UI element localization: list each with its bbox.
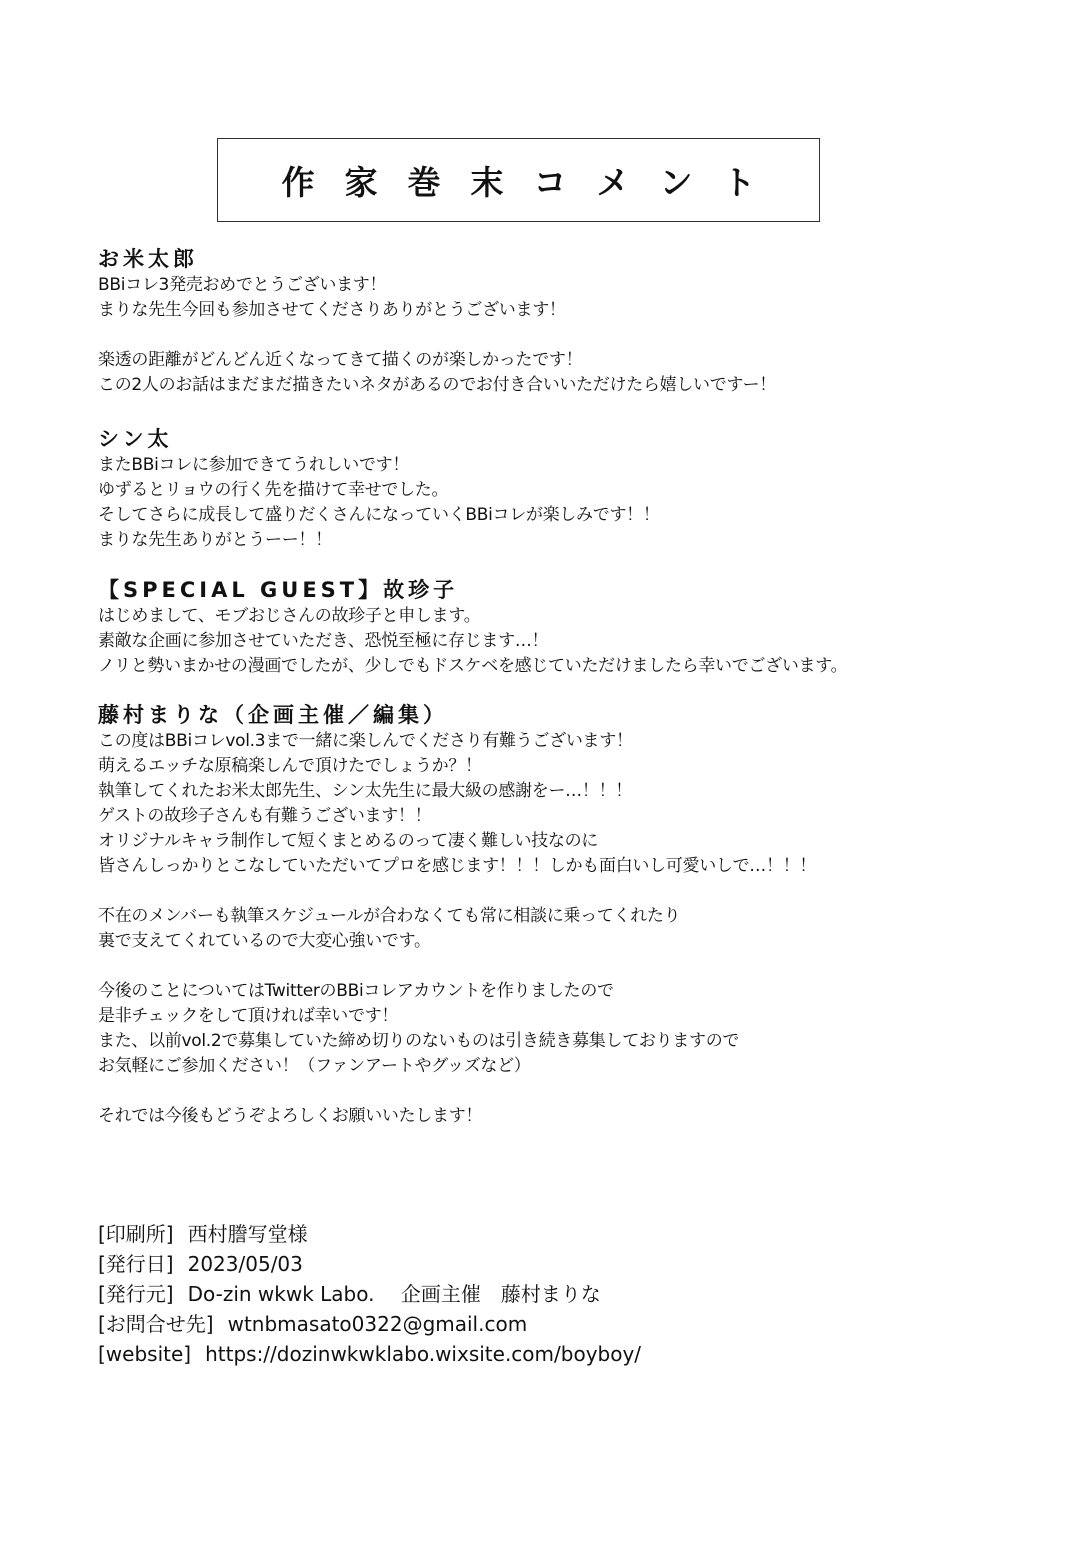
comment-line: まりな先生ありがとうーー！！ (98, 530, 332, 550)
comment-line: ゲストの故珍子さんも有難うございます！！ (98, 806, 432, 826)
comment-line: またBBiコレに参加できてうれしいです！ (98, 455, 410, 475)
author-heading: お米太郎 (98, 247, 198, 271)
comment-section (98, 701, 816, 1129)
colophon-value: 2023/05/03 (187, 1252, 303, 1276)
colophon-row (98, 1249, 641, 1279)
comment-line (98, 323, 776, 348)
comment-line: お気軽にご参加ください！（ファンアートやグッズなど） (98, 1056, 531, 1076)
comment-line: 不在のメンバーも執筆スケジュールが合わなくても常に相談に乗ってくれたり (98, 906, 681, 926)
comment-line: この度はBBiコレvol.3まで一緒に楽しんでくださり有難うございます！ (98, 731, 633, 751)
comment-line: 裏で支えてくれているので大変心強いです。 (98, 931, 431, 951)
comment-line: ゆずるとリョウの行く先を描けて幸せでした。 (98, 480, 449, 500)
colophon (98, 1219, 641, 1369)
colophon-label: [発行元] (98, 1282, 174, 1306)
comment-line: まりな先生今回も参加させてくださりありがとうございます！ (98, 300, 566, 320)
author-heading: 藤村まりな（企画主催／編集） (98, 703, 448, 727)
comment-line: 執筆してくれたお米太郎先生、シン太先生に最大級の感謝をー…！！！ (98, 781, 632, 801)
title-box (217, 138, 820, 222)
comment-line (98, 1079, 816, 1104)
comment-line: また、以前vol.2で募集していた締め切りのないものは引き続き募集しておりますので (98, 1031, 740, 1051)
colophon-row (98, 1279, 641, 1309)
comment-line: 萌えるエッチな原稿楽しんで頂けたでしょうか？！ (98, 756, 482, 776)
author-heading: シン太 (98, 427, 173, 451)
comment-line: この2人のお話はまだまだ描きたいネタがあるのでお付き合いいただけたら嬉しいですー！ (98, 375, 777, 395)
comment-line: はじめまして、モブおじさんの故珍子と申します。 (98, 606, 481, 626)
comment-line: 楽透の距離がどんどん近くなってきて描くのが楽しかったです！ (98, 350, 583, 370)
comment-line: 是非チェックをして頂ければ幸いです！ (98, 1006, 399, 1026)
author-heading: 【SPECIAL GUEST】故珍子 (98, 578, 459, 602)
colophon-row (98, 1309, 641, 1339)
colophon-value: 西村謄写堂様 (187, 1222, 308, 1246)
colophon-value: wtnbmasato0322@gmail.com (227, 1312, 528, 1336)
colophon-value: Do-zin wkwk Labo. 企画主催 藤村まりな (187, 1282, 601, 1306)
colophon-label: [印刷所] (98, 1222, 174, 1246)
comment-section (98, 425, 660, 553)
comment-line: オリジナルキャラ制作して短くまとめるのって凄く難しい技なのに (98, 831, 598, 851)
colophon-label: [website] (98, 1342, 192, 1366)
colophon-row (98, 1339, 641, 1369)
comment-section (98, 576, 847, 679)
comment-line: 皆さんしっかりとこなしていただいてプロを感じます！！！しかも面白いし可愛いしで…！！！ (98, 856, 817, 876)
comment-line: 今後のことについてはTwitterのBBiコレアカウントを作りましたので (98, 981, 614, 1001)
comment-line (98, 879, 816, 904)
comment-section (98, 245, 776, 398)
colophon-label: [発行日] (98, 1252, 174, 1276)
comment-line: ノリと勢いまかせの漫画でしたが、少しでもドスケベを感じていただけましたら幸いでございます。 (98, 656, 848, 676)
colophon-label: [お問合せ先] (98, 1312, 214, 1336)
comment-line: そしてさらに成長して盛りだくさんになっていくBBiコレが楽しみです！！ (98, 505, 660, 525)
comment-line: 素敵な企画に参加させていただき、恐悦至極に存じます…！ (98, 631, 549, 651)
comment-line: それでは今後もどうぞよろしくお願いいたします！ (98, 1106, 483, 1126)
page-title: 作家巻末コメント (281, 162, 786, 202)
colophon-row (98, 1219, 641, 1249)
comment-line: BBiコレ3発売おめでとうございます！ (98, 275, 387, 295)
colophon-value: https://dozinwkwklabo.wixsite.com/boyboy/ (205, 1342, 642, 1366)
comment-line (98, 954, 816, 979)
